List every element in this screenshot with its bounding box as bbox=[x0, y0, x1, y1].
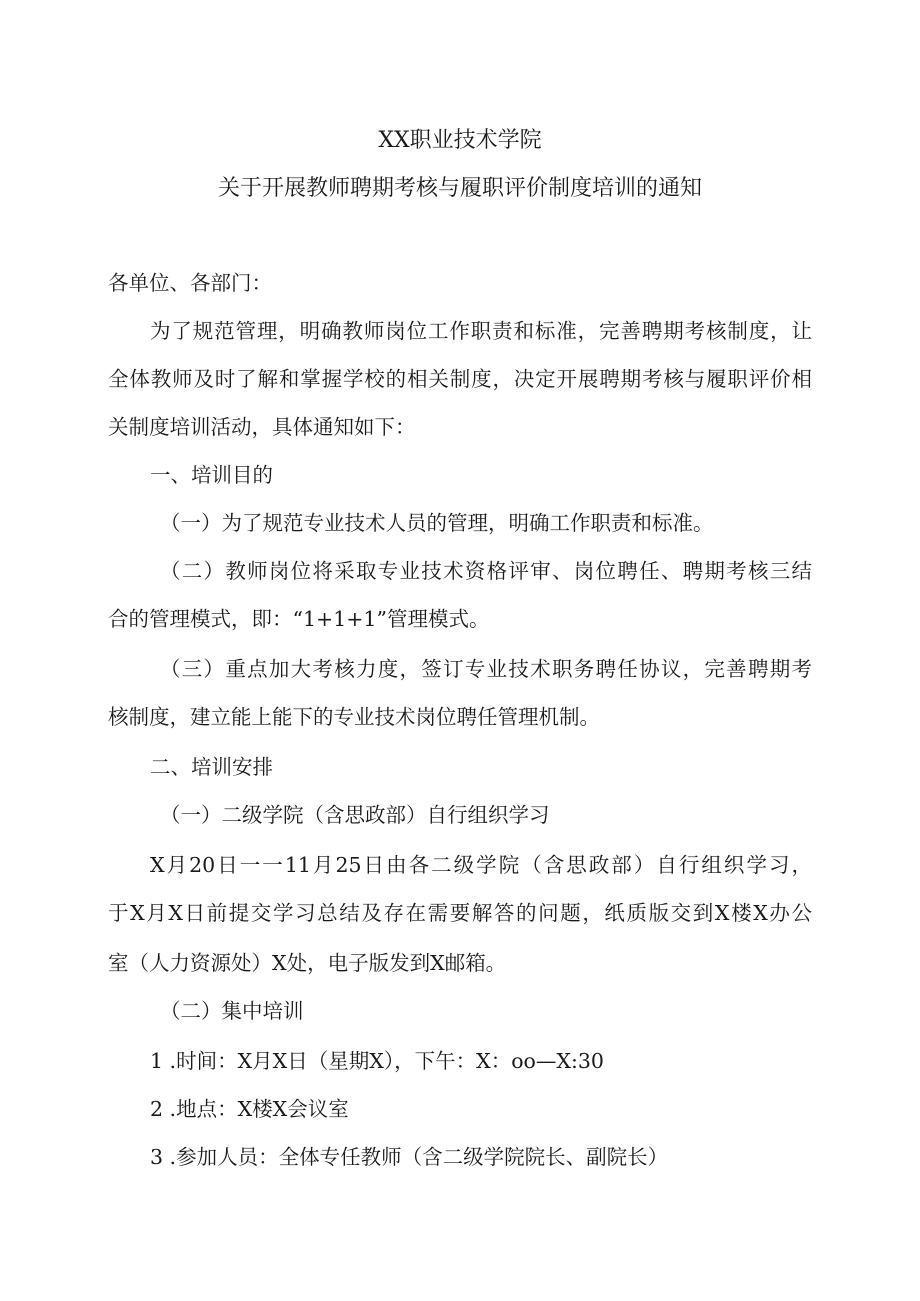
section2-sub1-body-line2: 于X月X日前提交学习总结及存在需要解答的问题，纸质版交到X楼X办公 bbox=[108, 901, 812, 925]
section2-sub1-body-line1: X月20日一一11月25日由各二级学院（含思政部）自行组织学习， bbox=[150, 853, 812, 877]
section1-item3-line2: 核制度，建立能上能下的专业技术岗位聘任管理机制。 bbox=[108, 705, 600, 729]
section2-sub2-item-location: 2 .地点：X楼X会议室 bbox=[150, 1097, 349, 1121]
section2-sub1-body-line3: 室（人力资源处）X处，电子版发到X邮箱。 bbox=[108, 951, 507, 975]
salutation: 各单位、各部门： bbox=[108, 271, 272, 295]
document-title-notice: 关于开展教师聘期考核与履职评价制度培训的通知 bbox=[217, 176, 702, 201]
section1-item1: （一）为了规范专业技术人员的管理，明确工作职责和标准。 bbox=[160, 511, 714, 535]
intro-line-3: 关制度培训活动，具体通知如下： bbox=[108, 415, 416, 439]
intro-line-2: 全体教师及时了解和掌握学校的相关制度，决定开展聘期考核与履职评价相 bbox=[108, 367, 812, 391]
section2-sub2-item-participants: 3 .参加人员：全体专任教师（含二级学院院长、副院长） bbox=[150, 1145, 669, 1169]
section1-item3-line1: （三）重点加大考核力度，签订专业技术职务聘任协议，完善聘期考 bbox=[160, 657, 812, 681]
section2-sub2-item-time: 1 .时间：X月X日（星期X），下午：X：oo—X:30 bbox=[150, 1049, 604, 1073]
section2-heading: 二、培训安排 bbox=[150, 755, 273, 779]
document-title-institution: XX职业技术学院 bbox=[378, 128, 542, 153]
section1-item2-line2: 合的管理模式，即：“1+1+1”管理模式。 bbox=[108, 607, 490, 631]
intro-line-1: 为了规范管理，明确教师岗位工作职责和标准，完善聘期考核制度，让 bbox=[150, 319, 812, 343]
section1-heading: 一、培训目的 bbox=[150, 463, 273, 487]
section2-sub2-heading: （二）集中培训 bbox=[160, 999, 304, 1023]
section1-item2-line1: （二）教师岗位将采取专业技术资格评审、岗位聘任、聘期考核三结 bbox=[160, 559, 812, 583]
section2-sub1-heading: （一）二级学院（含思政部）自行组织学习 bbox=[160, 803, 550, 827]
